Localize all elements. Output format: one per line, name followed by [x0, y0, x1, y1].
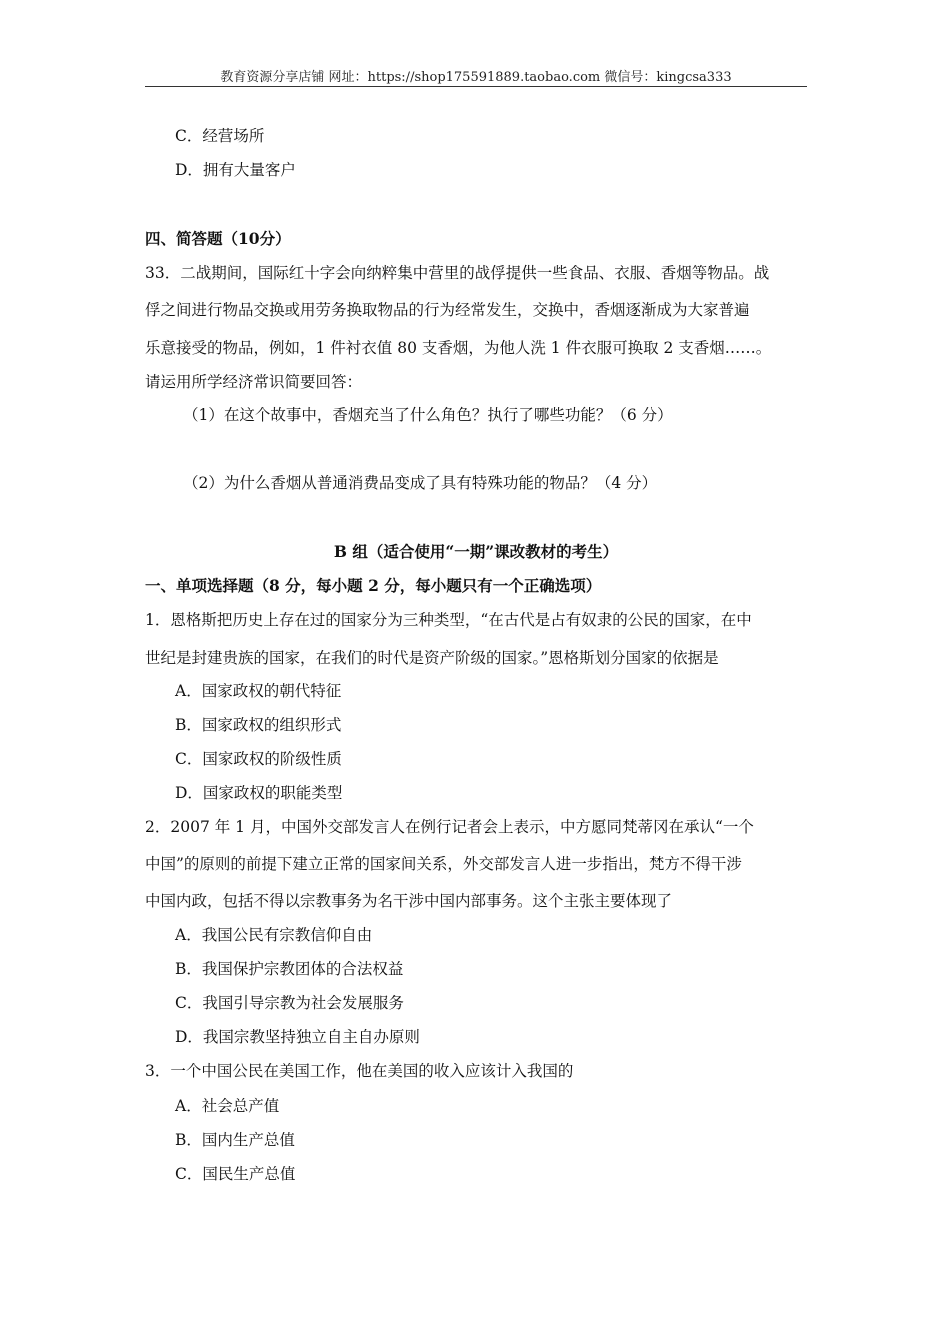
q1-option-b: B．国家政权的组织形式 — [175, 716, 342, 734]
q2-line: 中国”的原则的前提下建立正常的国家间关系，外交部发言人进一步指出，梵方不得干涉 — [145, 855, 742, 873]
group-b-title: B 组（适合使用“一期”课改教材的考生） — [333, 542, 619, 561]
q2-option-a: A．我国公民有宗教信仰自由 — [175, 926, 373, 944]
q2-line: 中国内政，包括不得以宗教事务为名干涉中国内部事务。这个主张主要体现了 — [145, 892, 673, 910]
option-c: C．经营场所 — [175, 127, 265, 145]
q2-option-c: C．我国引导宗教为社会发展服务 — [175, 994, 404, 1012]
q2-option-b: B．我国保护宗教团体的合法权益 — [175, 960, 404, 978]
header-rule — [145, 86, 807, 87]
q33-line: 33．二战期间，国际红十字会向纳粹集中营里的战俘提供一些食品、衣服、香烟等物品。战 — [145, 264, 770, 282]
q33-line: 请运用所学经济常识简要回答： — [145, 373, 363, 391]
q1-option-d: D．国家政权的职能类型 — [175, 784, 343, 802]
q1-option-c: C．国家政权的阶级性质 — [175, 750, 342, 768]
q3-option-a: A．社会总产值 — [175, 1097, 280, 1115]
q1-option-a: A．国家政权的朝代特征 — [175, 682, 342, 700]
q3-line: 3．一个中国公民在美国工作，他在美国的收入应该计入我国的 — [145, 1062, 574, 1080]
q3-option-b: B．国内生产总值 — [175, 1131, 295, 1149]
q1-line: 世纪是封建贵族的国家，在我们的时代是资产阶级的国家。”恩格斯划分国家的依据是 — [145, 649, 719, 667]
q2-line: 2．2007 年 1 月，中国外交部发言人在例行记者会上表示，中方愿同梵蒂冈在承认“一个 — [145, 818, 754, 836]
option-d: D．拥有大量客户 — [175, 161, 296, 179]
q33-sub2: （2）为什么香烟从普通消费品变成了具有特殊功能的物品？（4 分） — [183, 474, 658, 492]
q1-line: 1．恩格斯把历史上存在过的国家分为三种类型，“在古代是占有奴隶的公民的国家，在中 — [145, 611, 752, 629]
page-header: 教育资源分享店铺 网址：https://shop175591889.taobao.com 微信号：kingcsa333 — [220, 70, 732, 85]
section-heading-single-choice: 一、单项选择题（8 分，每小题 2 分，每小题只有一个正确选项） — [145, 576, 602, 595]
q2-option-d: D．我国宗教坚持独立自主自办原则 — [175, 1028, 420, 1046]
q33-sub1: （1）在这个故事中，香烟充当了什么角色？执行了哪些功能？（6 分） — [183, 406, 673, 424]
q33-line: 乐意接受的物品，例如，1 件衬衣值 80 支香烟，为他人洗 1 件衣服可换取 2 支香烟……。 — [145, 339, 772, 357]
q33-line: 俘之间进行物品交换或用劳务换取物品的行为经常发生，交换中，香烟逐渐成为大家普遍 — [145, 301, 750, 319]
section-heading-short-answer: 四、简答题（10分） — [145, 229, 291, 248]
q3-option-c: C．国民生产总值 — [175, 1165, 296, 1183]
